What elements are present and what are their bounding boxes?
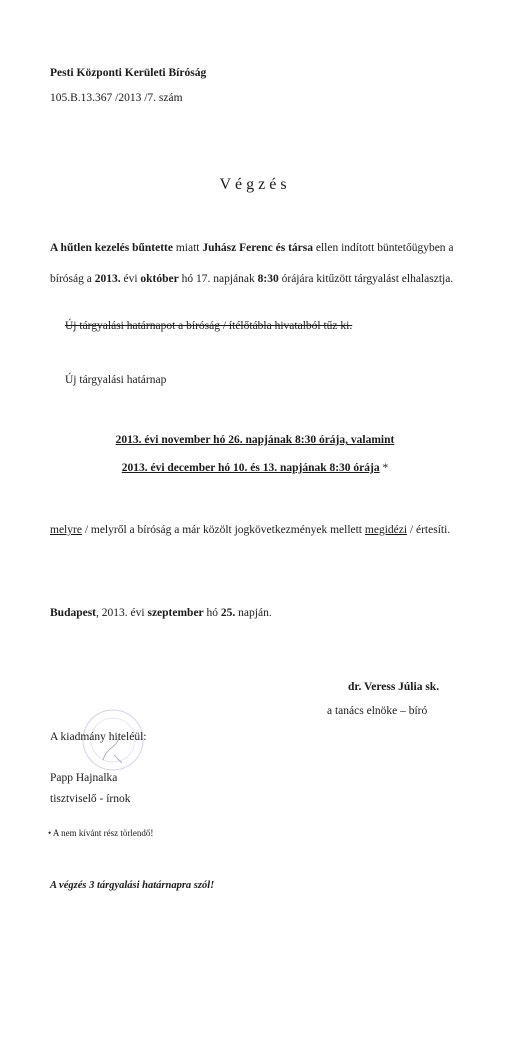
date-text: hó [203, 607, 221, 619]
date-day: 25. [220, 607, 236, 619]
summons-text: / értesíti. [407, 524, 451, 536]
new-date-heading: Új tárgyalási határnap [65, 374, 167, 386]
final-note: A végzés 3 tárgyalási határnapra szól! [50, 880, 215, 891]
date-text: , 2013. évi [96, 607, 148, 619]
new-date-line-2-text: 2013. évi december hó 10. és 13. napjának 8:30 órája [121, 462, 380, 474]
para-text: miatt [172, 242, 203, 254]
new-date-line-1: 2013. évi november hó 26. napjának 8:30 órája, valamint [115, 434, 395, 446]
month: október [140, 273, 179, 285]
summons-text: / melyről a bíróság a már közölt jogkövetkezmények mellett [81, 524, 365, 536]
summons-option: megidézi [364, 524, 408, 536]
certification-label: A kiadmány hiteléül: [50, 731, 147, 743]
para-text: órájára kitűzött tárgyalást elhalasztja. [278, 273, 454, 285]
date-text: napján. [235, 607, 272, 619]
judge-role: a tanács elnöke – bíró [327, 705, 428, 717]
date-month: szeptember [147, 607, 204, 619]
year: 2013. [94, 273, 121, 285]
para-text: ellen indított büntetőügyben a bíróság a [50, 242, 454, 285]
summons-option: melyre [50, 524, 82, 536]
para-text: hó 17. napjának [178, 273, 258, 285]
time: 8:30 [257, 273, 279, 285]
defendant: Juhász Ferenc és társa [202, 242, 313, 254]
ruling-paragraph [50, 233, 470, 295]
footnote-mark: * [379, 462, 389, 474]
place-and-date [50, 607, 272, 619]
city: Budapest [50, 607, 97, 619]
court-name: Pesti Központi Kerületi Bíróság [50, 67, 207, 79]
footnote: • A nem kívánt rész törlendő! [48, 828, 154, 838]
judge-name: dr. Veress Júlia sk. [348, 681, 440, 693]
clerk-name: Papp Hajnalka [50, 772, 118, 784]
new-date-line-2 [0, 462, 510, 474]
case-number: 105.B.13.367 /2013 /7. szám [50, 92, 183, 104]
summons-line [50, 524, 450, 536]
clerk-role: tisztviselő - írnok [50, 793, 131, 805]
document-title: Végzés [219, 176, 291, 193]
offence: A hűtlen kezelés bűntette [50, 242, 173, 254]
struck-line: Új tárgyalási határnapot a bíróság / ítélőtábla hivatalból tűz ki. [65, 320, 353, 332]
para-text: évi [120, 273, 141, 285]
